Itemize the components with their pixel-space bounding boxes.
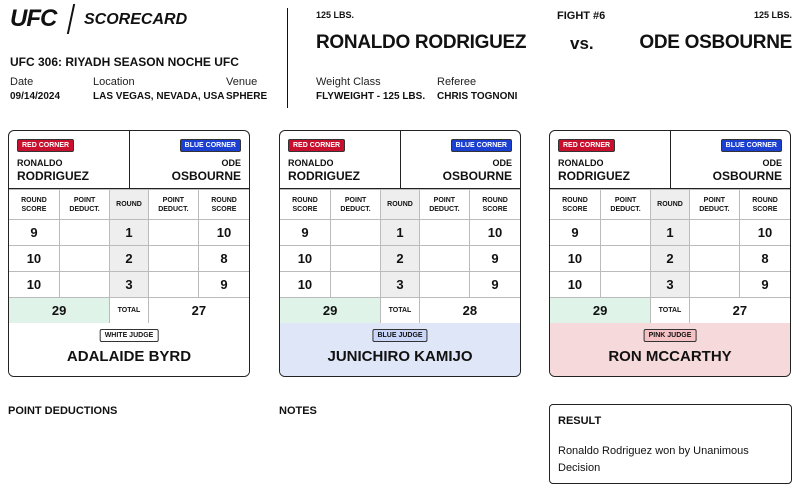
point-deductions-title: POINT DEDUCTIONS [8, 405, 118, 417]
page-title: SCORECARD [84, 11, 188, 28]
corner-header [9, 131, 249, 189]
round-row [280, 272, 520, 298]
round-header: ROUND [651, 190, 689, 220]
red-round-score-header: ROUND SCORE [280, 190, 330, 220]
red-round-score: 9 [280, 220, 330, 246]
totals-row [280, 298, 520, 324]
score-header-row [9, 190, 249, 220]
round-row [550, 220, 790, 246]
red-fighter-name: RONALDO RODRIGUEZ [316, 32, 527, 53]
score-table [9, 189, 249, 324]
red-point-deduct [59, 220, 109, 246]
blue-last-name: OSBOURNE [442, 169, 512, 183]
red-last-name: RODRIGUEZ [17, 169, 89, 183]
red-round-score: 9 [550, 220, 600, 246]
judge-card [549, 130, 791, 377]
corner-header [280, 131, 520, 189]
blue-first-name: ODE [221, 158, 241, 168]
weight-class-value: FLYWEIGHT - 125 LBS. [316, 91, 426, 102]
red-corner-name [288, 157, 360, 183]
red-round-score: 10 [9, 246, 59, 272]
red-round-score-header: ROUND SCORE [550, 190, 600, 220]
red-first-name: RONALDO [288, 158, 334, 168]
blue-point-deduct [148, 272, 198, 298]
red-point-deduct-header: POINT DEDUCT. [600, 190, 650, 220]
round-row [9, 220, 249, 246]
header-divider [287, 8, 288, 108]
judge-area [550, 323, 790, 377]
round-row [280, 220, 520, 246]
corner-header [550, 131, 790, 189]
total-label: TOTAL [381, 298, 419, 324]
blue-round-score: 8 [199, 246, 249, 272]
score-table [550, 189, 790, 324]
blue-point-deduct [689, 220, 739, 246]
red-total: 29 [9, 298, 110, 324]
blue-total: 28 [419, 298, 520, 324]
logo-text: UFC [10, 5, 57, 32]
round-number: 3 [381, 272, 419, 298]
blue-first-name: ODE [762, 158, 782, 168]
round-number: 1 [381, 220, 419, 246]
red-round-score: 10 [9, 272, 59, 298]
red-corner-badge: RED CORNER [558, 139, 615, 152]
notes-title: NOTES [279, 405, 317, 417]
blue-round-score: 9 [740, 272, 790, 298]
red-point-deduct-header: POINT DEDUCT. [330, 190, 380, 220]
blue-fighter-name: ODE OSBOURNE [639, 32, 792, 53]
totals-row [550, 298, 790, 324]
round-header: ROUND [110, 190, 148, 220]
red-point-deduct-header: POINT DEDUCT. [59, 190, 109, 220]
blue-point-deduct [689, 272, 739, 298]
blue-weight: 125 LBS. [753, 10, 792, 20]
blue-first-name: ODE [492, 158, 512, 168]
location-label: Location [93, 76, 135, 88]
round-number: 2 [651, 246, 689, 272]
blue-total: 27 [148, 298, 249, 324]
red-round-score: 10 [280, 246, 330, 272]
red-last-name: RODRIGUEZ [558, 169, 630, 183]
blue-point-deduct [148, 220, 198, 246]
weight-class-label: Weight Class [316, 76, 381, 88]
blue-point-deduct [148, 246, 198, 272]
referee-label: Referee [437, 76, 477, 88]
corner-divider [400, 131, 401, 189]
blue-corner-badge: BLUE CORNER [721, 139, 782, 152]
judge-badge: WHITE JUDGE [100, 329, 159, 342]
corner-divider [129, 131, 130, 189]
red-point-deduct [330, 220, 380, 246]
judge-badge: PINK JUDGE [644, 329, 697, 342]
date-value: 09/14/2024 [10, 91, 61, 102]
venue-label: Venue [226, 76, 258, 88]
vs-label: vs. [570, 34, 594, 53]
result-box [549, 404, 792, 484]
judge-area [9, 323, 249, 377]
blue-round-score: 10 [470, 220, 520, 246]
event-name: UFC 306: RIYADH SEASON NOCHE UFC [10, 55, 239, 69]
round-row [550, 246, 790, 272]
judge-name: JUNICHIRO KAMIJO [327, 348, 473, 365]
blue-round-score-header: ROUND SCORE [470, 190, 520, 220]
round-row [280, 246, 520, 272]
result-text: Ronaldo Rodriguez won by Unanimous Decision [558, 445, 749, 474]
fight-number: FIGHT #6 [557, 10, 606, 22]
round-number: 1 [110, 220, 148, 246]
ufc-logo [10, 5, 70, 32]
blue-round-score: 9 [470, 272, 520, 298]
round-number: 2 [381, 246, 419, 272]
red-total: 29 [550, 298, 651, 324]
blue-last-name: OSBOURNE [171, 169, 241, 183]
red-point-deduct [59, 246, 109, 272]
blue-point-deduct-header: POINT DEDUCT. [419, 190, 469, 220]
round-number: 2 [110, 246, 148, 272]
corner-divider [670, 131, 671, 189]
blue-corner-name [713, 157, 782, 183]
round-row [9, 246, 249, 272]
result-title: RESULT [558, 415, 602, 427]
red-round-score: 10 [550, 272, 600, 298]
blue-point-deduct [689, 246, 739, 272]
blue-last-name: OSBOURNE [712, 169, 782, 183]
judge-card [8, 130, 250, 377]
blue-point-deduct-header: POINT DEDUCT. [148, 190, 198, 220]
judge-name: ADALAIDE BYRD [66, 348, 192, 365]
red-first-name: RONALDO [558, 158, 604, 168]
location-value: LAS VEGAS, NEVADA, USA [93, 91, 225, 102]
blue-round-score: 8 [740, 246, 790, 272]
red-point-deduct [600, 220, 650, 246]
blue-round-score: 9 [199, 272, 249, 298]
red-corner-badge: RED CORNER [288, 139, 345, 152]
red-round-score: 10 [280, 272, 330, 298]
round-number: 3 [110, 272, 148, 298]
blue-corner-badge: BLUE CORNER [451, 139, 512, 152]
red-corner-badge: RED CORNER [17, 139, 74, 152]
blue-corner-badge: BLUE CORNER [180, 139, 241, 152]
blue-point-deduct-header: POINT DEDUCT. [689, 190, 739, 220]
judge-name: RON MCCARTHY [608, 348, 732, 365]
blue-round-score-header: ROUND SCORE [199, 190, 249, 220]
red-round-score-header: ROUND SCORE [9, 190, 59, 220]
red-corner-name [558, 157, 630, 183]
judge-card [279, 130, 521, 377]
score-table [280, 189, 520, 324]
red-point-deduct [330, 272, 380, 298]
total-label: TOTAL [110, 298, 148, 324]
blue-point-deduct [419, 246, 469, 272]
venue-value: SPHERE [226, 91, 268, 102]
round-row [550, 272, 790, 298]
judge-area [280, 323, 520, 377]
round-header: ROUND [381, 190, 419, 220]
blue-round-score: 10 [199, 220, 249, 246]
blue-point-deduct [419, 220, 469, 246]
red-last-name: RODRIGUEZ [288, 169, 360, 183]
red-first-name: RONALDO [17, 158, 63, 168]
red-round-score: 9 [9, 220, 59, 246]
score-header-row [280, 190, 520, 220]
referee-value: CHRIS TOGNONI [437, 91, 518, 102]
blue-corner-name [172, 157, 241, 183]
red-point-deduct [59, 272, 109, 298]
judge-badge: BLUE JUDGE [372, 329, 427, 342]
blue-round-score-header: ROUND SCORE [740, 190, 790, 220]
totals-row [9, 298, 249, 324]
red-point-deduct [600, 246, 650, 272]
red-total: 29 [280, 298, 381, 324]
blue-point-deduct [419, 272, 469, 298]
red-round-score: 10 [550, 246, 600, 272]
blue-corner-name [443, 157, 512, 183]
total-label: TOTAL [651, 298, 689, 324]
score-header-row [550, 190, 790, 220]
round-row [9, 272, 249, 298]
red-point-deduct [600, 272, 650, 298]
blue-total: 27 [689, 298, 790, 324]
red-point-deduct [330, 246, 380, 272]
red-corner-name [17, 157, 89, 183]
blue-round-score: 9 [470, 246, 520, 272]
date-label: Date [10, 76, 34, 88]
round-number: 3 [651, 272, 689, 298]
red-weight: 125 LBS. [316, 10, 355, 20]
blue-round-score: 10 [740, 220, 790, 246]
round-number: 1 [651, 220, 689, 246]
